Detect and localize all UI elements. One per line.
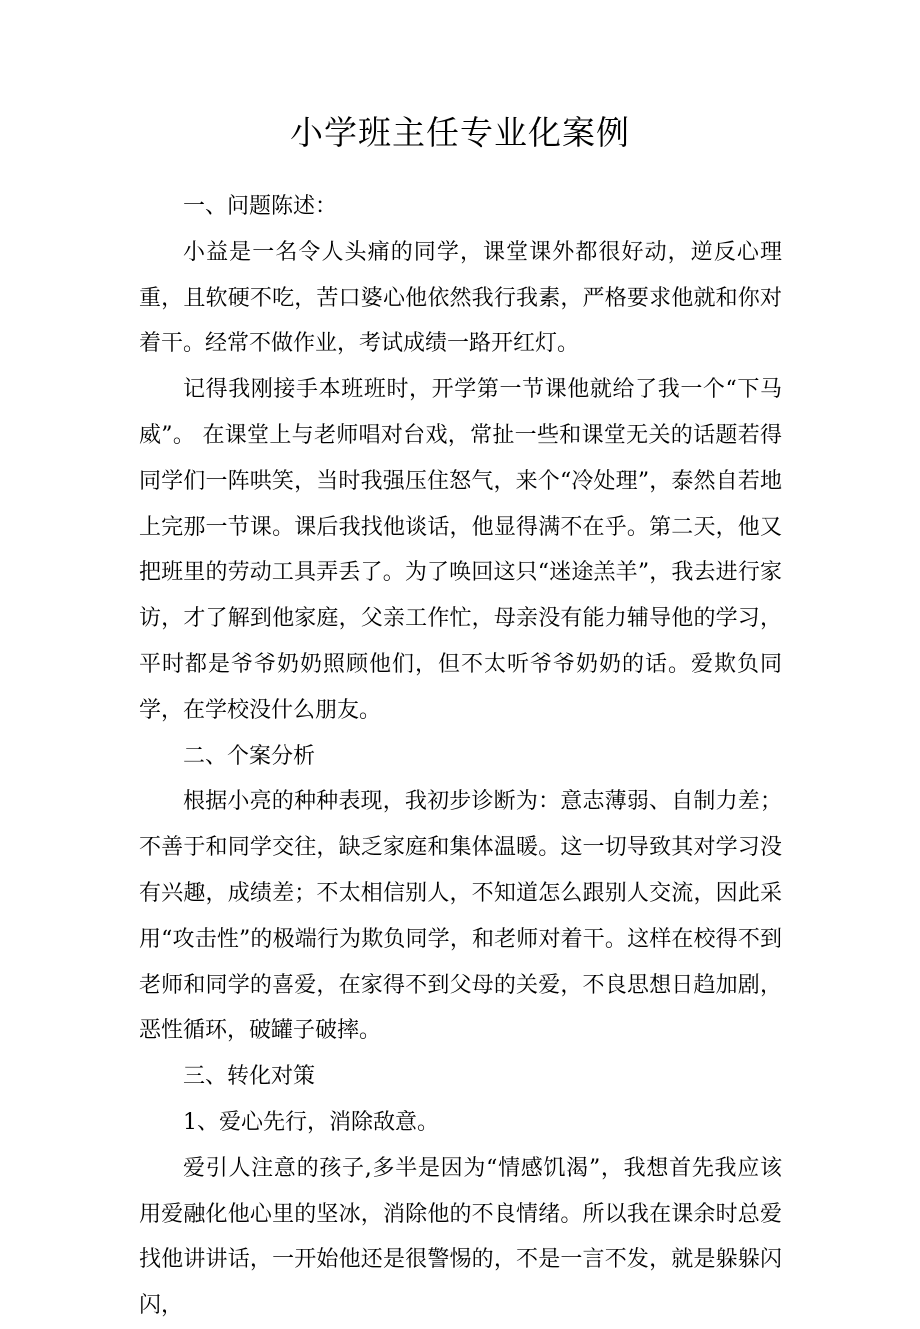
section-heading-strategy: 三、转化对策 [183, 1064, 316, 1090]
document-body [139, 184, 782, 1329]
section-heading-problem: 一、问题陈述： [183, 194, 338, 219]
paragraph-strategy: 爱引人注意的孩子,多半是因为“情感饥渴”，我想首先我应该用爱融化他心里的坚冰，消除他的不良情绪。所以我在课余时总爱找他讲讲话，一开始他还是很警惕的，不是一言不发，就是躲躲闪闪， [139, 1155, 782, 1319]
subheading-love-first: 1、爱心先行，消除敌意。 [183, 1109, 439, 1135]
section-heading-analysis: 二、个案分析 [183, 743, 316, 769]
paragraph-background: 记得我刚接手本班班时，开学第一节课他就给了我一个“下马威”。 在课堂上与老师唱对台戏，常扯一些和课堂无关的话题若得同学们一阵哄笑，当时我强压住怒气，来个“冷处理”，泰然自若地上完那一节课。课后我找他谈话，他显得满不在乎。第二天，他又把班里的劳动工具弄丢了。为了唤回这只“迷途羔羊”，我去进行家访，才了解到他家庭，父亲工作忙，母亲没有能力辅导他的学习，平时都是爷爷奶奶照顾他们，但不太听爷爷奶奶的话。爱欺负同学，在学校没什么朋友。 [139, 377, 782, 723]
paragraph-analysis: 根据小亮的种种表现，我初步诊断为：意志薄弱、自制力差；不善于和同学交往，缺乏家庭和集体温暖。这一切导致其对学习没有兴趣，成绩差；不太相信别人，不知道怎么跟别人交流，因此采用“攻击性”的极端行为欺负同学，和老师对着干。这样在校得不到老师和同学的喜爱，在家得不到父母的关爱，不良思想日趋加剧，恶性循环，破罐子破摔。 [139, 789, 782, 1044]
document-title: 小学班主任专业化案例 [290, 113, 630, 152]
paragraph-description: 小益是一名令人头痛的同学，课堂课外都很好动，逆反心理重，且软硬不吃，苦口婆心他依然我行我素，严格要求他就和你对着干。经常不做作业，考试成绩一路开红灯。 [139, 239, 782, 357]
